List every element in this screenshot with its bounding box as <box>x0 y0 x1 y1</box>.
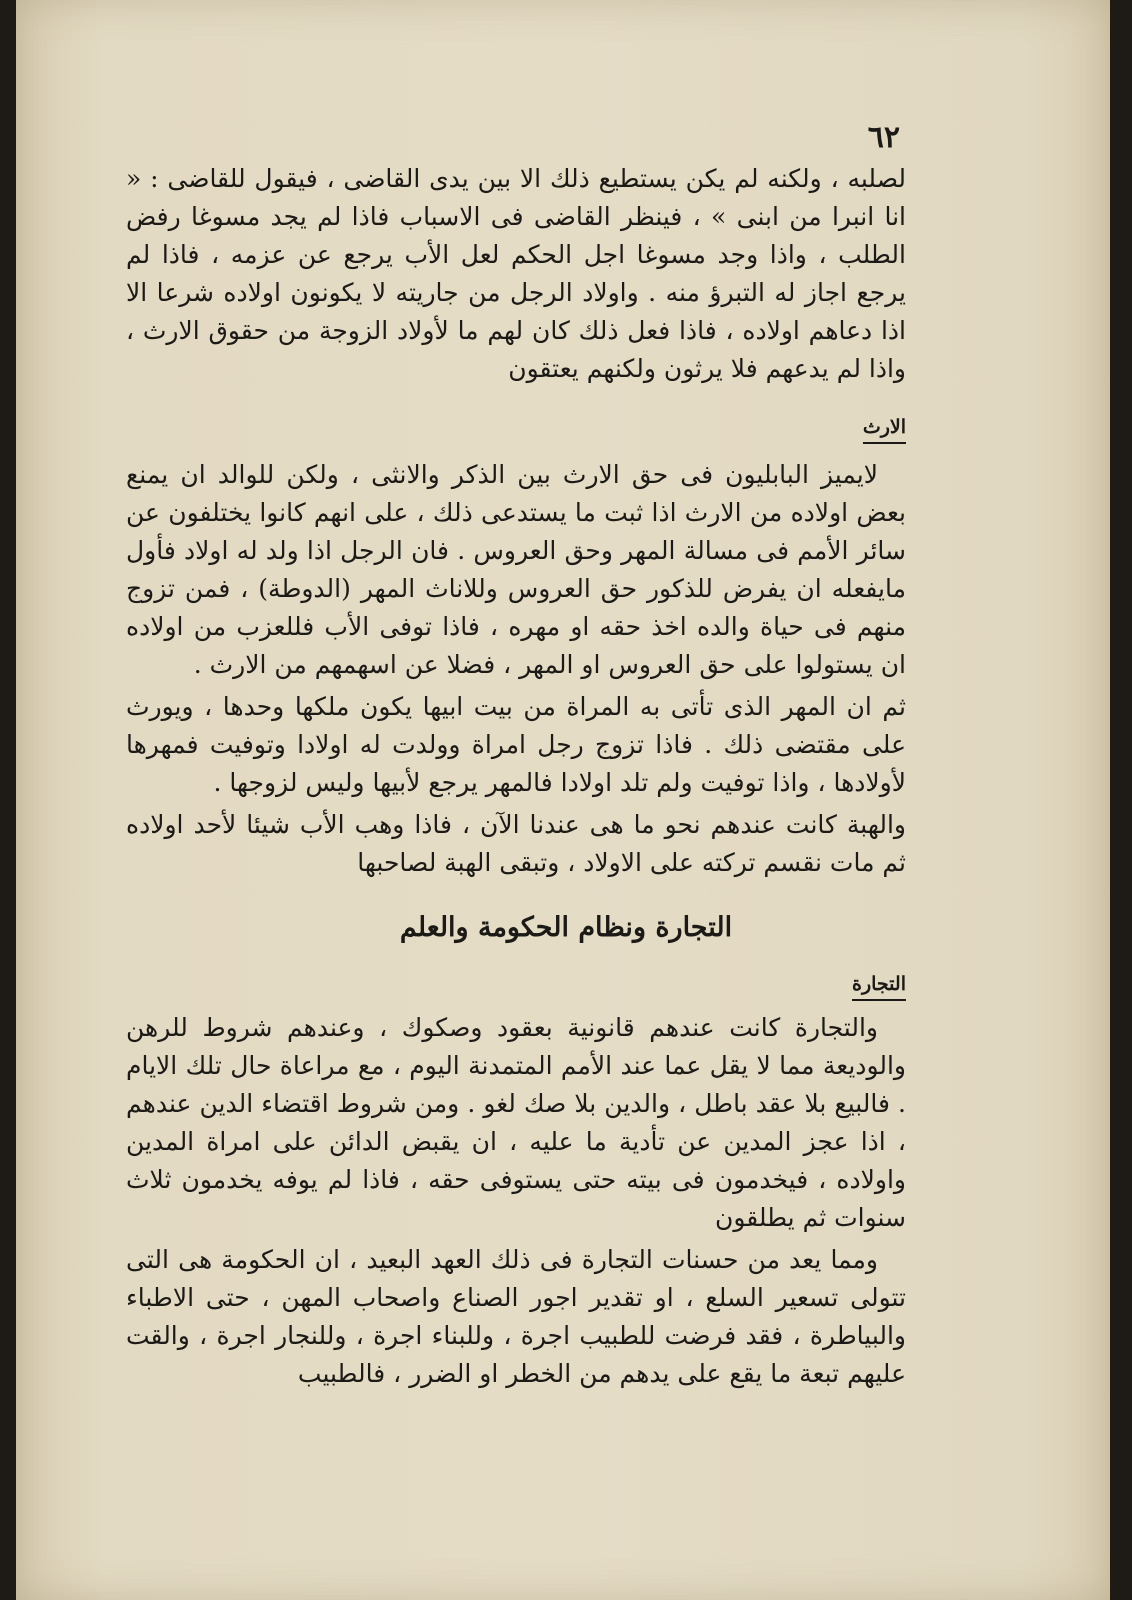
chapter-title: التجارة ونظام الحكومة والعلم <box>399 912 733 943</box>
paragraph: ثم ان المهر الذى تأتى به المراة من بيت ابيها يكون ملكها وحدها ، ويورث على مقتضى ذلك . فاذا تزوج رجل امراة وولدت له اولادا وتوفيت فمهرها لأولادها ، واذا توفيت ولم تلد اولادا فالمهر يرجع لأبيها وليس لزوجها . <box>126 692 906 797</box>
book-page <box>16 0 1110 1600</box>
paragraph: لايميز البابليون فى حق الارث بين الذكر والانثى ، ولكن للوالد ان يمنع بعض اولاده من الارث اذا ثبت ما يستدعى ذلك ، على انهم كانوا يختلفون عن سائر الأمم فى مسالة المهر وحق العروس . فان الرجل اذا ولد له اولاد فأول مايفعله ان يفرض للذكور حق العروس وللاناث المهر (الدوطة) ، فمن تزوج منهم فى حياة والده اخذ حقه او مهره ، فاذا توفى الأب فللعزب من اولاده ان يستولوا على حق العروس او المهر ، فضلا عن اسهمهم من الارث . <box>126 460 906 679</box>
page-number: ٦٢ <box>867 120 900 155</box>
section-heading-trade: التجارة <box>852 973 906 1001</box>
trade-heading-wrap <box>126 949 906 1009</box>
paragraph: والتجارة كانت عندهم قانونية بعقود وصكوك ، وعندهم شروط للرهن والوديعة مما لا يقل عما عند الأمم المتمدنة اليوم ، مع مراعاة حال تلك الايام . فالبيع بلا عقد باطل ، والدين بلا صك لغو . ومن شروط اقتضاء الدين عندهم ، اذا عجز المدين عن تأدية ما عليه ، ان يقبض الدائن على امراة المدين واولاده ، فيخدمون فى بيته حتى يستوفى حقه ، فاذا لم يوفه يخدمون ثلاث سنوات ثم يطلقون <box>126 1013 907 1232</box>
inheritance-section <box>126 456 906 882</box>
paragraph: ومما يعد من حسنات التجارة فى ذلك العهد البعيد ، ان الحكومة هى التى تتولى تسعير السلع ، او تقدير اجور الصناع واصحاب المهن ، حتى الاطباء والبياطرة ، فقد فرضت للطبيب اجرة ، وللبناء اجرة ، وللنجار اجرة ، والقت عليهم تبعة ما يقع على يدهم من الخطر او الضرر ، فالطبيب <box>126 1245 906 1388</box>
section-heading-inheritance: الارث <box>863 416 906 444</box>
paragraph: لصلبه ، ولكنه لم يكن يستطيع ذلك الا بين يدى القاضى ، فيقول للقاضى : « انا انبرا من ابنى » ، فينظر القاضى فى الاسباب فاذا لم يجد مسوغا رفض الطلب ، واذا وجد مسوغا اجل الحكم لعل الأب يرجع عن عزمه ، فاذا لم يرجع اجاز له التبرؤ منه . واولاد الرجل من جاريته لا يكونون اولاده شرعا الا اذا دعاهم اولاده ، فاذا فعل ذلك كان لهم ما لأولاد الزوجة من حقوق الارث ، واذا لم يدعهم فلا يرثون ولكنهم يعتقون <box>126 164 906 383</box>
page-content <box>126 118 906 1397</box>
inheritance-heading-wrap <box>126 392 906 452</box>
opening-section <box>126 160 906 388</box>
trade-section <box>126 1009 906 1393</box>
paragraph: والهبة كانت عندهم نحو ما هى عندنا الآن ، فاذا وهب الأب شيئا لأحد اولاده ثم مات نقسم تركته على الاولاد ، وتبقى الهبة لصاحبها <box>126 810 906 877</box>
